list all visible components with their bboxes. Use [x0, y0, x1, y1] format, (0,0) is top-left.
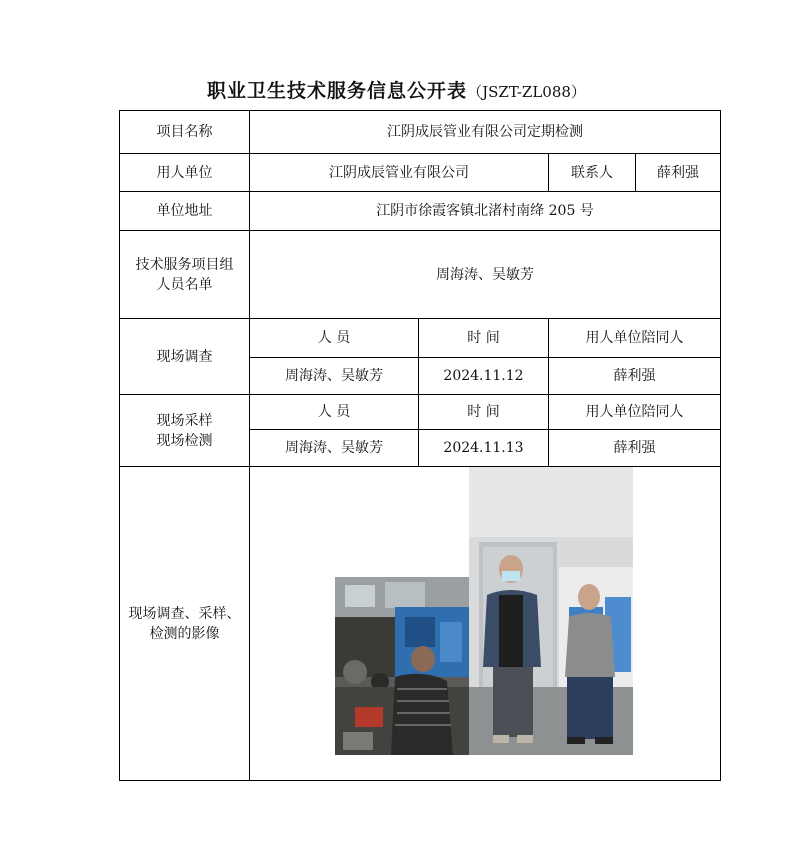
survey-header-time: 时 间 [419, 319, 549, 358]
images-cell [250, 467, 721, 781]
sampling-header-person: 人 员 [250, 395, 419, 430]
survey-header-escort: 用人单位陪同人 [549, 319, 721, 358]
images-label-line1: 现场调查、采样、 [128, 605, 241, 622]
employer-label: 用人单位 [120, 154, 250, 192]
info-table [119, 110, 721, 781]
row-survey-header [120, 319, 721, 358]
contact-value: 薛利强 [636, 154, 721, 192]
row-project [120, 111, 721, 154]
contact-label: 联系人 [549, 154, 636, 192]
project-label: 项目名称 [120, 111, 250, 154]
row-employer [120, 154, 721, 192]
row-sampling-header [120, 395, 721, 430]
survey-header-person: 人 员 [250, 319, 419, 358]
sampling-label [120, 395, 250, 467]
sampling-person: 周海涛、吴敏芳 [250, 430, 419, 467]
title-main: 职业卫生技术服务信息公开表 [207, 80, 468, 102]
images-label-line2: 检测的影像 [149, 625, 220, 642]
staff-photo [469, 467, 633, 755]
page-title [0, 76, 793, 103]
factory-photo [335, 577, 469, 755]
survey-time: 2024.11.12 [419, 358, 549, 395]
team-value: 周海涛、吴敏芳 [250, 231, 721, 319]
sampling-time: 2024.11.13 [419, 430, 549, 467]
sampling-label-line1: 现场采样 [156, 412, 213, 429]
address-value: 江阴市徐霞客镇北渚村南绛 205 号 [250, 192, 721, 231]
address-label: 单位地址 [120, 192, 250, 231]
row-images [120, 467, 721, 781]
sampling-header-time: 时 间 [419, 395, 549, 430]
sampling-header-escort: 用人单位陪同人 [549, 395, 721, 430]
survey-person: 周海涛、吴敏芳 [250, 358, 419, 395]
title-code: （JSZT-ZL088） [467, 83, 586, 101]
team-label-line1: 技术服务项目组 [135, 256, 234, 273]
team-label [120, 231, 250, 319]
survey-escort: 薛利强 [549, 358, 721, 395]
survey-label: 现场调查 [120, 319, 250, 395]
images-label [120, 467, 250, 781]
sampling-label-line2: 现场检测 [156, 432, 213, 449]
team-label-line2: 人员名单 [156, 276, 213, 293]
row-team [120, 231, 721, 319]
project-value: 江阴成辰管业有限公司定期检测 [250, 111, 721, 154]
row-address [120, 192, 721, 231]
employer-value: 江阴成辰管业有限公司 [250, 154, 549, 192]
photo-area [250, 467, 720, 780]
sampling-escort: 薛利强 [549, 430, 721, 467]
